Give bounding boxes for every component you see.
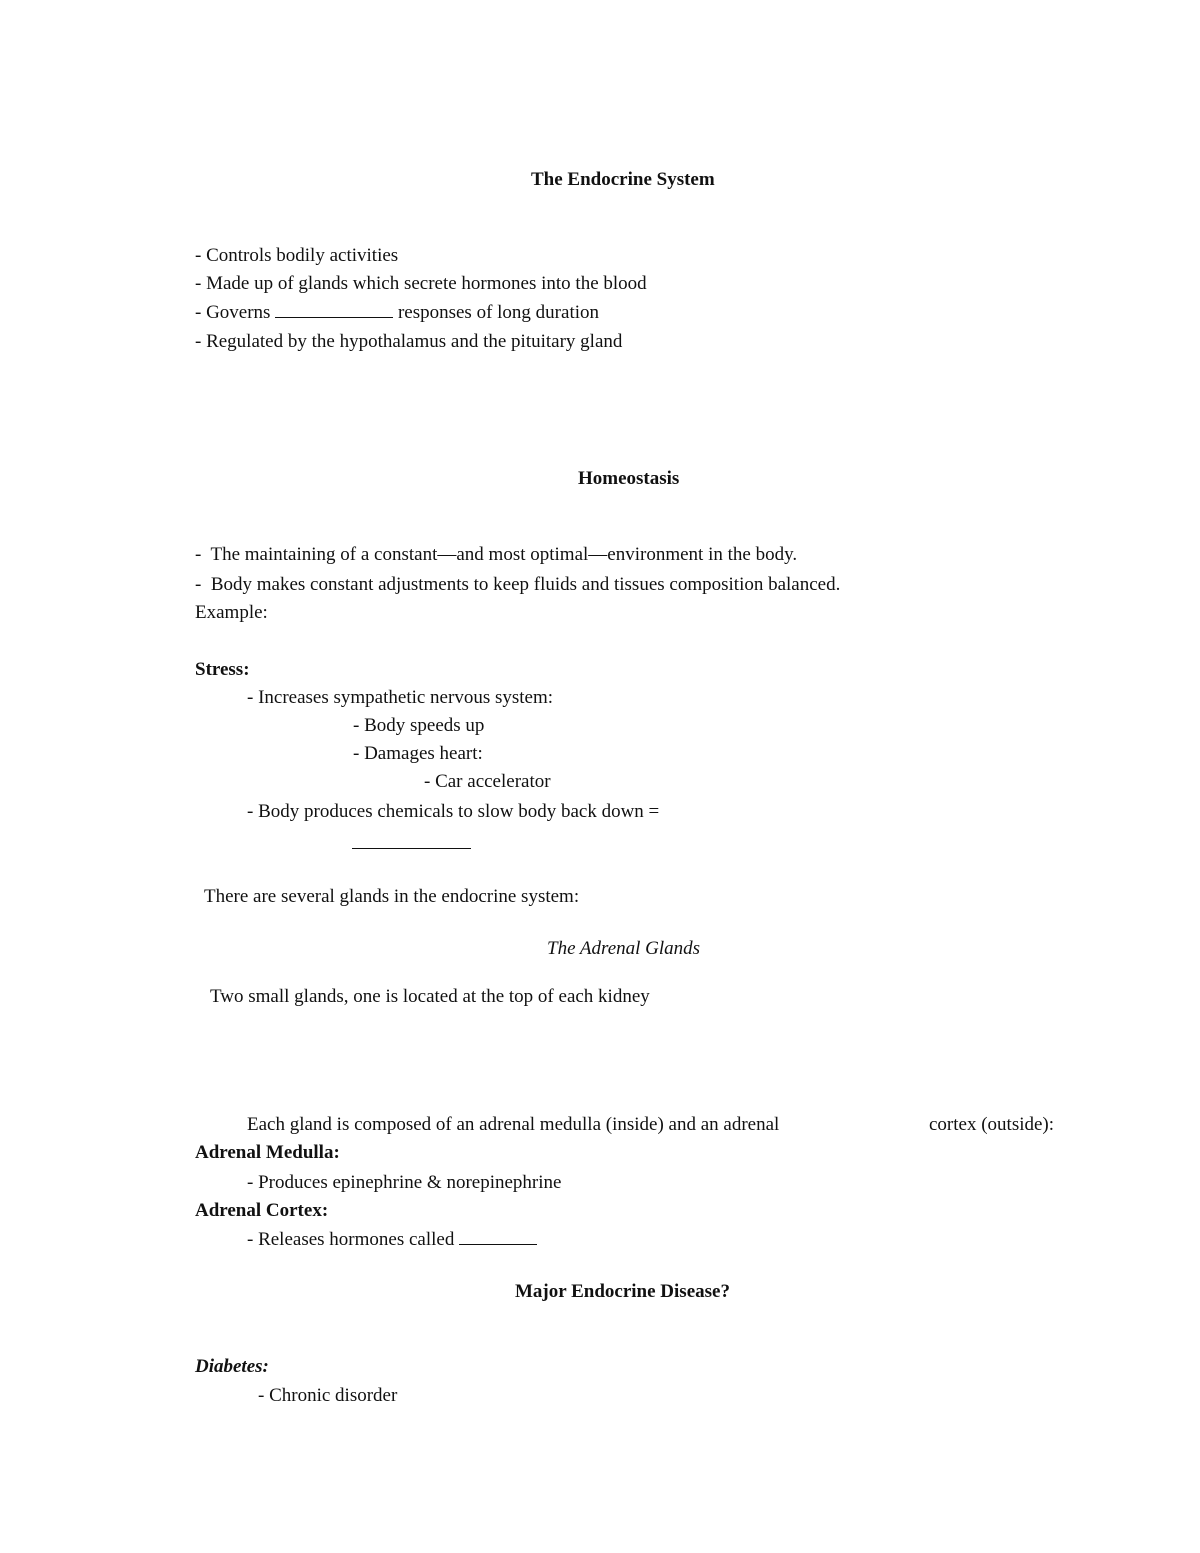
stress-item-2: - Body speeds up — [353, 715, 485, 736]
fill-in-blank — [352, 848, 471, 849]
glands-intro: There are several glands in the endocrine system: — [204, 886, 580, 907]
adrenal-heading: The Adrenal Glands — [547, 938, 701, 959]
adrenal-description: Two small glands, one is located at the top of each kidney — [210, 986, 650, 1007]
document-title: The Endocrine System — [531, 169, 715, 190]
disease-heading: Major Endocrine Disease? — [515, 1281, 730, 1302]
stress-item-5: - Body produces chemicals to slow body back down = — [247, 801, 660, 822]
stress-item-4: - Car accelerator — [424, 771, 551, 792]
example-label: Example: — [195, 602, 268, 623]
intro-bullet-3 — [195, 303, 599, 322]
adrenal-medulla-item: - Produces epinephrine & norepinephrine — [247, 1172, 562, 1193]
diabetes-heading: Diabetes: — [195, 1356, 269, 1377]
homeostasis-heading: Homeostasis — [578, 468, 680, 489]
homeostasis-bullet-2: - Body makes constant adjustments to keep fluids and tissues composition balanced. — [195, 574, 841, 595]
intro-bullet-3-after: responses of long duration — [393, 302, 600, 323]
stress-item-1: - Increases sympathetic nervous system: — [247, 687, 554, 708]
intro-bullet-4: - Regulated by the hypothalamus and the pituitary gland — [195, 331, 623, 352]
adrenal-cortex-item — [247, 1230, 537, 1249]
adrenal-cortex-item-text: - Releases hormones called — [247, 1229, 460, 1250]
intro-bullet-1: - Controls bodily activities — [195, 245, 399, 266]
adrenal-composition-part2: cortex (outside): — [929, 1114, 1055, 1135]
adrenal-composition-part1: Each gland is composed of an adrenal medulla (inside) and an adrenal — [247, 1114, 780, 1135]
stress-heading: Stress: — [195, 659, 250, 680]
adrenal-medulla-heading: Adrenal Medulla: — [195, 1142, 340, 1163]
fill-in-blank — [275, 316, 393, 318]
stress-item-3: - Damages heart: — [353, 743, 483, 764]
intro-bullet-2: - Made up of glands which secrete hormones into the blood — [195, 273, 647, 294]
fill-in-blank — [459, 1243, 537, 1245]
homeostasis-bullet-1: - The maintaining of a constant—and most optimal—environment in the body. — [195, 544, 798, 565]
intro-bullet-3-before: - Governs — [195, 302, 276, 323]
diabetes-item: - Chronic disorder — [258, 1385, 398, 1406]
adrenal-cortex-heading: Adrenal Cortex: — [195, 1200, 329, 1221]
